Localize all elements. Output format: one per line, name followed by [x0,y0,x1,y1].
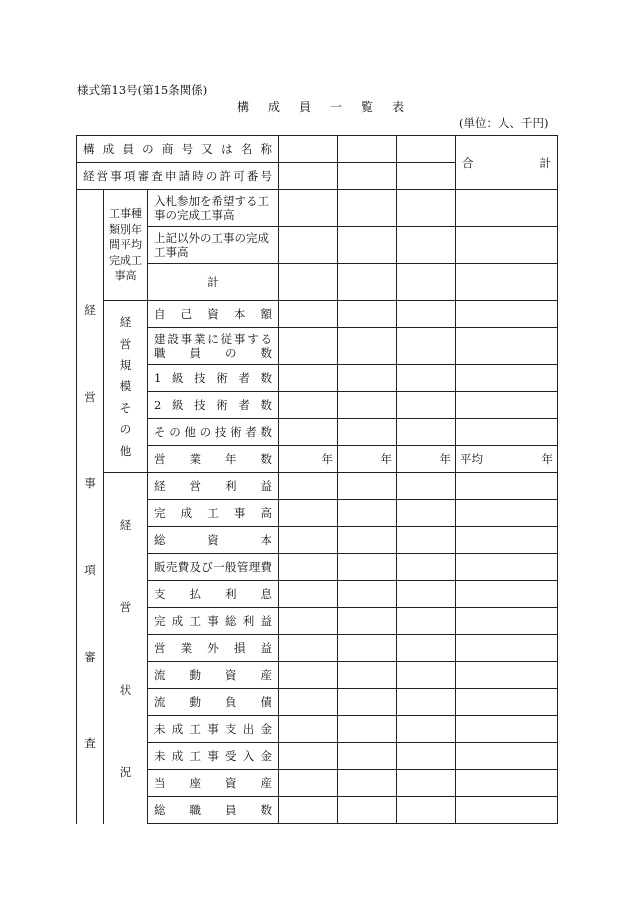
data-cell[interactable] [456,473,558,500]
table-row [77,527,558,554]
vertical-char: 審 [84,649,96,664]
data-cell[interactable] [338,797,397,824]
data-cell[interactable] [397,689,456,716]
status-group-label [104,473,148,824]
data-cell[interactable] [456,662,558,689]
vertical-char: 事 [84,476,96,491]
table-row [77,301,558,328]
data-cell[interactable] [279,662,338,689]
status-row-label: 当座資産 [148,770,279,797]
data-cell[interactable] [338,419,397,446]
data-cell[interactable] [338,392,397,419]
data-cell[interactable] [456,365,558,392]
table-row [77,227,558,264]
vertical-char: 模 [119,379,132,394]
data-cell[interactable] [397,473,456,500]
data-cell[interactable] [338,190,397,227]
table-row [77,770,558,797]
data-cell[interactable] [279,527,338,554]
year-unit[interactable]: 年 [338,446,397,473]
table-row [77,554,558,581]
status-row-label: 販売費及び一般管理費 [148,554,279,581]
scale-group-label [104,301,148,473]
data-cell[interactable] [279,419,338,446]
status-row-label: 経営利益 [148,473,279,500]
data-cell[interactable] [456,770,558,797]
table-row [77,716,558,743]
table-row [77,264,558,301]
data-cell[interactable] [279,264,338,301]
scale-row-label: その他の技術者数 [148,419,279,446]
data-cell[interactable] [279,328,338,365]
data-cell[interactable] [397,419,456,446]
table-row [77,446,558,473]
average-label: 平均 [460,452,484,466]
completion-total-label: 計 [148,264,279,301]
status-row-label: 未成工事受入金 [148,743,279,770]
data-cell[interactable] [456,301,558,328]
data-cell[interactable] [456,797,558,824]
data-cell[interactable] [397,136,456,163]
vertical-char: 査 [84,736,96,751]
data-cell[interactable] [456,689,558,716]
data-cell[interactable] [456,328,558,365]
data-cell[interactable] [338,743,397,770]
status-row-label: 総職員数 [148,797,279,824]
data-cell[interactable] [456,227,558,264]
vertical-char: 項 [84,563,96,578]
data-cell[interactable] [397,328,456,365]
vertical-char: 経 [119,517,132,532]
data-cell[interactable] [279,473,338,500]
data-cell[interactable] [397,635,456,662]
data-cell[interactable] [338,770,397,797]
page-title: 構成員一覧表 [237,100,424,114]
data-cell[interactable] [338,635,397,662]
data-cell[interactable] [338,136,397,163]
scale-row-label: 1級技術者数 [148,365,279,392]
data-cell[interactable] [279,797,338,824]
data-cell[interactable] [397,392,456,419]
year-unit[interactable]: 年 [279,446,338,473]
table-row [77,365,558,392]
scale-row-label: 営業年数 [148,446,279,473]
data-cell[interactable] [456,527,558,554]
vertical-char: 状 [119,682,132,697]
data-cell[interactable] [279,163,338,190]
table-row [77,581,558,608]
table-row [77,608,558,635]
data-cell[interactable] [456,190,558,227]
completion-row-label: 入札参加を希望する工事の完成工事高 [148,190,279,227]
vertical-char: そ [119,400,132,415]
vertical-char: 経 [119,315,132,330]
data-cell[interactable] [279,689,338,716]
data-cell[interactable] [397,190,456,227]
year-unit: 年 [541,452,554,466]
table-row [77,136,558,163]
status-row-label: 支払利息 [148,581,279,608]
data-cell[interactable] [279,635,338,662]
status-row-label: 流動資産 [148,662,279,689]
table-row [77,473,558,500]
scale-row-label: 建設事業に従事する 職員の数 [148,328,279,365]
data-cell[interactable] [397,301,456,328]
data-cell[interactable] [279,190,338,227]
permit-number-label: 経営事項審査申請時の許可番号 [77,163,279,190]
table-row [77,190,558,227]
data-cell[interactable] [279,365,338,392]
scale-row-label: 2級技術者数 [148,392,279,419]
group-side-label [77,190,104,824]
data-cell[interactable] [338,264,397,301]
data-cell[interactable] [456,716,558,743]
data-cell[interactable] [338,608,397,635]
status-row-label: 総資本 [148,527,279,554]
data-cell[interactable] [397,163,456,190]
total-header: 合 計 [456,136,558,190]
table-row [77,662,558,689]
data-cell[interactable] [338,554,397,581]
table-row [77,797,558,824]
table-row [77,500,558,527]
data-cell[interactable] [338,473,397,500]
form-number: 様式第13号(第15条関係) [77,83,208,97]
data-cell[interactable] [338,163,397,190]
data-cell[interactable] [456,392,558,419]
completion-group-label: 工事種類別年間平均完成工事高 [104,190,148,301]
vertical-char: の [119,422,132,437]
status-row-label: 営業外損益 [148,635,279,662]
member-name-label: 構成員の商号又は名称 [77,136,279,163]
member-list-table [76,135,558,824]
data-cell[interactable] [397,797,456,824]
data-cell[interactable] [397,662,456,689]
data-cell[interactable] [279,770,338,797]
data-cell[interactable] [456,264,558,301]
data-cell[interactable] [397,716,456,743]
table-row [77,689,558,716]
data-cell[interactable] [397,608,456,635]
scale-row-label: 自己資本額 [148,301,279,328]
data-cell[interactable] [279,301,338,328]
average-cell[interactable] [456,446,558,473]
data-cell[interactable] [397,264,456,301]
data-cell[interactable] [279,554,338,581]
data-cell[interactable] [338,301,397,328]
data-cell[interactable] [397,743,456,770]
data-cell[interactable] [338,365,397,392]
data-cell[interactable] [456,581,558,608]
status-row-label: 流動負債 [148,689,279,716]
data-cell[interactable] [279,743,338,770]
data-cell[interactable] [397,365,456,392]
vertical-char: 営 [119,336,132,351]
data-cell[interactable] [338,500,397,527]
table-row [77,419,558,446]
vertical-char: 況 [119,765,132,779]
table-row [77,328,558,365]
vertical-char: 営 [84,389,96,404]
data-cell[interactable] [456,419,558,446]
data-cell[interactable] [397,770,456,797]
table-row [77,392,558,419]
data-cell[interactable] [338,328,397,365]
data-cell[interactable] [397,581,456,608]
data-cell[interactable] [279,500,338,527]
data-cell[interactable] [279,716,338,743]
data-cell[interactable] [279,581,338,608]
table-row [77,743,558,770]
vertical-char: 営 [119,600,132,614]
data-cell[interactable] [338,527,397,554]
status-row-label: 完成工事高 [148,500,279,527]
data-cell[interactable] [456,554,558,581]
unit-note: (単位：人、千円) [459,116,549,130]
data-cell[interactable] [397,227,456,264]
status-row-label: 未成工事支出金 [148,716,279,743]
completion-row-label: 上記以外の工事の完成工事高 [148,227,279,264]
data-cell[interactable] [397,554,456,581]
data-cell[interactable] [397,527,456,554]
status-row-label: 完成工事総利益 [148,608,279,635]
data-cell[interactable] [338,689,397,716]
vertical-char: 規 [119,358,132,373]
data-cell[interactable] [456,500,558,527]
data-cell[interactable] [279,608,338,635]
data-cell[interactable] [456,743,558,770]
data-cell[interactable] [279,136,338,163]
data-cell[interactable] [338,227,397,264]
data-cell[interactable] [279,227,338,264]
vertical-char: 経 [84,303,96,318]
data-cell[interactable] [338,581,397,608]
data-cell[interactable] [338,716,397,743]
data-cell[interactable] [397,500,456,527]
table-row [77,635,558,662]
data-cell[interactable] [279,392,338,419]
data-cell[interactable] [338,662,397,689]
data-cell[interactable] [456,608,558,635]
data-cell[interactable] [456,635,558,662]
year-unit[interactable]: 年 [397,446,456,473]
vertical-char: 他 [119,443,132,458]
